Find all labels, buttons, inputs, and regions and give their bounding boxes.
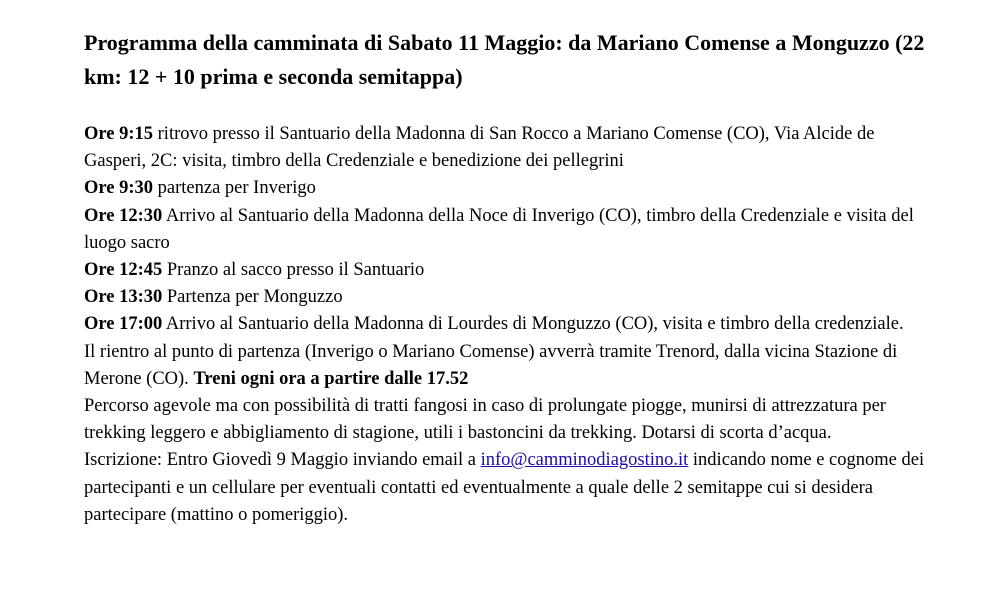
- schedule-time: Ore 12:30: [84, 205, 163, 226]
- schedule-text: Partenza per Monguzzo: [162, 287, 343, 308]
- schedule-text: Arrivo al Santuario della Madonna di Lourdes di Monguzzo (CO), visita e timbro della credenziale.: [162, 314, 904, 335]
- schedule-item: [84, 311, 934, 338]
- schedule-text: Arrivo al Santuario della Madonna della Noce di Inverigo (CO), timbro della Credenziale e visita del luogo sacro: [84, 205, 914, 253]
- schedule-item: [84, 257, 934, 284]
- schedule-item: [84, 175, 934, 202]
- train-frequency: Treni ogni ora a partire dalle 17.52: [193, 368, 469, 389]
- schedule-time: Ore 13:30: [84, 287, 163, 308]
- registration-text: Iscrizione: Entro Giovedì 9 Maggio inviando email a: [84, 450, 481, 471]
- schedule-item: [84, 203, 934, 257]
- schedule-time: Ore 12:45: [84, 260, 163, 281]
- return-info-text: Il rientro al punto di partenza (Inverigo o Mariano Comense) avverrà tramite Trenord, dalla vicina Stazione di Merone (CO).: [84, 341, 898, 389]
- schedule-time: Ore 9:30: [84, 178, 154, 199]
- schedule-item: [84, 121, 934, 175]
- schedule-text: Pranzo al sacco presso il Santuario: [162, 260, 425, 281]
- schedule-time: Ore 9:15: [84, 124, 154, 144]
- route-note: Percorso agevole ma con possibilità di tratti fangosi in caso di prolungate piogge, munirsi di attrezzatura per trekking leggero e abbigliamento di stagione, utili i bastoncini da trekking. Dotarsi di scorta d’acqua.: [84, 396, 886, 444]
- document-body: [84, 121, 934, 529]
- document-page: [84, 26, 934, 529]
- schedule-time: Ore 17:00: [84, 314, 163, 335]
- page-title: Programma della camminata di Sabato 11 Maggio: da Mariano Comense a Monguzzo (22 km: 12 + 10 prima e seconda semitappa): [84, 30, 925, 89]
- schedule-text: partenza per Inverigo: [153, 178, 316, 199]
- schedule-text: ritrovo presso il Santuario della Madonna di San Rocco a Mariano Comense (CO), Via Alcide de Gasperi, 2C: visita, timbro della Credenziale e benedizione dei pellegrini: [84, 124, 875, 172]
- email-link[interactable]: info@camminodiagostino.it: [480, 450, 689, 471]
- registration-info: [84, 447, 934, 529]
- schedule-item: [84, 284, 934, 311]
- return-info: [84, 339, 934, 393]
- registration-text-after: indicando nome e cognome dei partecipanti e un cellulare per eventuali contatti ed eventualmente a quale delle 2 semitappe cui si desidera partecipare (mattino o pomeriggio).: [84, 450, 925, 525]
